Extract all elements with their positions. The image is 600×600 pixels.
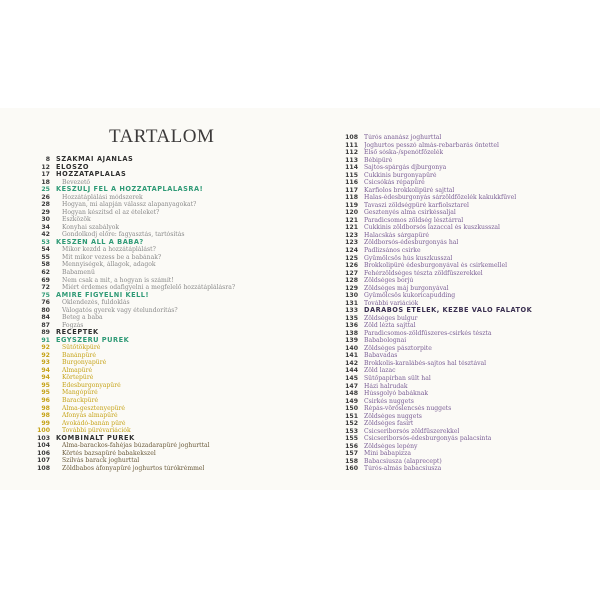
page-number: 125 (345, 254, 358, 262)
page-number: 116 (345, 179, 358, 187)
toc-entry (337, 202, 587, 210)
page-number: 114 (345, 164, 358, 172)
toc-entry (337, 390, 587, 398)
toc-entry (337, 239, 587, 247)
entry-title: Szilvás barack joghurttal (62, 457, 140, 465)
page-number: 108 (345, 134, 358, 141)
entry-title: Sütőtökpüré (62, 344, 101, 352)
entry-title: Padlizsános csirke (364, 246, 421, 254)
toc-entry (29, 382, 309, 390)
entry-title: Zöldséges borjú (364, 277, 414, 285)
toc-entry (337, 209, 587, 217)
entry-title: Első sóska-/spenótfőzelék (364, 149, 444, 157)
page-number: 123 (345, 231, 358, 239)
page-number: 141 (345, 352, 358, 360)
entry-title: Répás-vöröslencsés nuggets (364, 405, 452, 413)
entry-title: Babamenü (62, 268, 95, 276)
toc-entry (337, 337, 587, 345)
entry-title: HOZZÁTÁPLÁLÁS (56, 171, 127, 179)
page-number: 72 (41, 284, 50, 292)
toc-entry (337, 367, 587, 375)
page-number: 121 (345, 216, 358, 224)
page-number: 135 (345, 314, 358, 322)
toc-entry (29, 427, 309, 435)
toc-entry (29, 314, 309, 322)
page-number: 104 (37, 442, 50, 450)
page-number: 108 (37, 464, 50, 472)
entry-title: Burgonyapüré (62, 359, 107, 367)
entry-title: Körtés bazsapüré babakekszel (62, 449, 156, 457)
toc-entry (29, 224, 309, 232)
toc-entry (337, 450, 587, 458)
page-number: 100 (37, 427, 50, 435)
entry-title: Bevezető (62, 178, 91, 186)
entry-title: További variációk (364, 299, 419, 307)
page-number: 117 (345, 186, 358, 194)
entry-title: Alma-gesztenyepüré (62, 404, 126, 412)
toc-entry (337, 164, 587, 172)
entry-title: Öklendezés, fuldoklás (62, 299, 130, 307)
page-number: 111 (345, 141, 358, 149)
toc-entry (337, 322, 587, 330)
entry-title: Zöldséges pásztorpite (364, 344, 432, 352)
entry-title: AMIRE FIGYELNI KELL! (56, 291, 149, 299)
entry-title: Paradicsomos zöldség lésztárral (364, 216, 464, 224)
toc-entry (337, 179, 587, 187)
entry-title: Zöldborsós-édesburgonyás hal (364, 239, 459, 247)
toc-entry (337, 172, 587, 180)
page-number: 131 (345, 299, 358, 307)
entry-title: Mit mikor vezess be a babának? (62, 253, 162, 261)
entry-title: Gyümölcsös hús kuszkusszal (364, 254, 453, 262)
page-number: 99 (41, 419, 50, 427)
page-number: 138 (345, 329, 358, 337)
page-number: 126 (345, 262, 358, 270)
page-number: 28 (41, 201, 50, 209)
page-number: 12 (41, 163, 50, 171)
entry-title: Konyhai szabályok (62, 223, 120, 231)
page-number: 124 (345, 246, 358, 254)
toc-entry (29, 179, 309, 187)
page-number: 156 (345, 442, 358, 450)
page-number: 142 (345, 359, 358, 367)
toc-entry (29, 442, 309, 450)
page-number: 148 (345, 390, 358, 398)
entry-title: Zöldséges fasírt (364, 420, 414, 428)
entry-title: Zöldséges lepény (364, 442, 418, 450)
page-number: 107 (37, 457, 50, 465)
toc-entry (337, 157, 587, 165)
page-number: 150 (345, 405, 358, 413)
toc-entry (337, 134, 587, 142)
toc-entry (337, 435, 587, 443)
entry-title: DARABOS ÉTELEK, KÉZBE VALÓ FALATOK (364, 307, 533, 315)
toc-entry (29, 337, 309, 345)
entry-title: Hússgolyó babáknak (364, 390, 429, 398)
toc-entry (29, 344, 309, 352)
page-number: 103 (37, 434, 50, 442)
entry-title: Miért érdemes odafigyelni a megfelelő hozzátáplálásra? (62, 284, 236, 292)
toc-entry (29, 374, 309, 382)
toc-entry (337, 405, 587, 413)
toc-entry (337, 277, 587, 285)
entry-title: Házi halrudak (364, 382, 408, 390)
entry-title: Bébipüré (364, 156, 393, 164)
toc-entry (337, 285, 587, 293)
page-number: 30 (41, 216, 50, 224)
page-number: 144 (345, 367, 358, 375)
toc-entry (337, 262, 587, 270)
page-number: 158 (345, 457, 358, 465)
toc-entry (29, 164, 309, 172)
toc-entry (29, 367, 309, 375)
toc-entry (337, 330, 587, 338)
toc-entry (29, 156, 309, 164)
toc-entry (337, 217, 587, 225)
toc-entry (29, 269, 309, 277)
page-number: 127 (345, 269, 358, 277)
entry-title: Túrós ananász joghurttal (364, 134, 442, 141)
entry-title: Tavaszi zöldségpüré karfiolsztarel (364, 201, 469, 209)
toc-entry (337, 420, 587, 428)
entry-title: Áfonyás almapüré (62, 412, 118, 420)
toc-entry (29, 307, 309, 315)
page-number: 147 (345, 382, 358, 390)
toc-entry (29, 277, 309, 285)
entry-title: Mikor kezdd a hozzátáplálást? (62, 246, 156, 254)
entry-title: Csirkés nuggets (364, 397, 414, 405)
toc-entry (29, 397, 309, 405)
toc-entry (29, 209, 309, 217)
entry-title: Fehérzöldséges tészta zöldfűszerekkel (364, 269, 483, 277)
page-number: 93 (41, 359, 50, 367)
toc-entry (29, 329, 309, 337)
page-number: 120 (345, 209, 358, 217)
toc-entry (337, 360, 587, 368)
entry-title: Halas-édesburgonyás sárzöldfőzelék kakukkfűvel (364, 194, 517, 202)
entry-title: Beteg a baba (62, 314, 103, 322)
page-number: 91 (41, 336, 50, 344)
entry-title: KÉSZÜLJ FEL A HOZZÁTÁPLÁLÁSRA! (56, 186, 204, 194)
entry-title: Sajtos-spárgás djburgonya (364, 164, 447, 172)
toc-entry (29, 389, 309, 397)
page-number: 76 (41, 299, 50, 307)
entry-title: Paradicsomos-zöldfűszeres-csirkés tészta (364, 329, 492, 337)
entry-title: RECEPTEK (56, 329, 99, 337)
page-number: 94 (41, 366, 50, 374)
toc-entry (29, 405, 309, 413)
entry-title: Halacskás sárgapüré (364, 231, 430, 239)
entry-title: Hozzátáplálási módszerek (62, 193, 143, 201)
entry-title: Brokkolipüré édesburgonyával és csirkemellel (364, 262, 508, 270)
toc-entry (29, 239, 309, 247)
page-number: 53 (41, 238, 50, 246)
toc-entry (337, 465, 587, 473)
entry-title: Mini babapizza (364, 450, 411, 458)
page-title: TARTALOM (109, 126, 215, 147)
entry-title: Hogyan, mi alapján válassz alapanyagokat? (62, 201, 197, 209)
page-number: 42 (41, 231, 50, 239)
page-number: 119 (345, 201, 358, 209)
toc-left-column (29, 156, 309, 472)
page-number: 92 (41, 344, 50, 352)
toc-entry (29, 359, 309, 367)
entry-title: Alma-barackos-fahéjas búzadarapüré joghurttal (62, 442, 210, 450)
entry-title: Csicseriborsós-édesburgonyás palacsinta (364, 435, 492, 443)
page-number: 129 (345, 284, 358, 292)
entry-title: KOMBINÁLT PÜRÉK (56, 434, 135, 442)
entry-title: Túrós-almás babacsiusza (364, 465, 442, 473)
entry-title: Gondolkodj előre: fagyasztás, tartósítás (62, 231, 185, 239)
page-number: 149 (345, 397, 358, 405)
toc-entry (29, 465, 309, 473)
entry-title: Fogzás (62, 321, 84, 329)
page-number: 123 (345, 239, 358, 247)
page-number: 155 (345, 435, 358, 443)
entry-title: Csicseriborsós zöldfűszerekkel (364, 427, 460, 435)
entry-title: Bababolognai (364, 337, 407, 345)
entry-title: Almapüré (62, 366, 93, 374)
page-number: 98 (41, 404, 50, 412)
entry-title: Mennyiségek, állagok, adagok (62, 261, 156, 269)
toc-entry (337, 352, 587, 360)
page-number: 106 (37, 449, 50, 457)
toc-entry (337, 149, 587, 157)
toc-entry (29, 261, 309, 269)
toc-entry (337, 428, 587, 436)
toc-entry (29, 412, 309, 420)
toc-entry (337, 383, 587, 391)
page-number: 55 (41, 253, 50, 261)
toc-entry (29, 352, 309, 360)
entry-title: Zöld lézta sajttal (364, 322, 416, 330)
page-number: 58 (41, 261, 50, 269)
entry-title: Csicsókás répapüré (364, 179, 425, 187)
entry-title: Avokádó-banán püré (62, 419, 126, 427)
toc-entry (29, 254, 309, 262)
page-number: 18 (41, 178, 50, 186)
toc-entry (29, 246, 309, 254)
toc-entry (337, 247, 587, 255)
page-number: 136 (345, 322, 358, 330)
entry-title: Babavadas (364, 352, 398, 360)
toc-entry (337, 398, 587, 406)
toc-entry (337, 375, 587, 383)
entry-title: KÉSZEN ÁLL A BABA? (56, 238, 144, 246)
page-number: 151 (345, 412, 358, 420)
toc-entry (337, 224, 587, 232)
toc-entry (29, 231, 309, 239)
page-number: 98 (41, 412, 50, 420)
toc-entry (29, 457, 309, 465)
entry-title: Karfiolos brokkolipüré sajttal (364, 186, 455, 194)
page-number: 89 (41, 329, 50, 337)
page-number: 153 (345, 427, 358, 435)
toc-entry (337, 142, 587, 150)
toc-entry (337, 458, 587, 466)
toc-entry (29, 420, 309, 428)
entry-title: Brokkolis-karalábés-sajtos hal tésztával (364, 359, 487, 367)
page-number: 113 (345, 156, 358, 164)
entry-title: További pürévariációk (62, 427, 131, 435)
page-number: 139 (345, 337, 358, 345)
entry-title: Körtepüré (62, 374, 94, 382)
toc-entry (29, 435, 309, 443)
page-number: 121 (345, 224, 358, 232)
toc-entry (337, 315, 587, 323)
page-number: 87 (41, 321, 50, 329)
toc-entry (29, 201, 309, 209)
page-number: 95 (41, 389, 50, 397)
page-number: 145 (345, 375, 358, 382)
page-number: 69 (41, 276, 50, 284)
entry-title: Joghurtos pesszó almás-rebarbarás öntettel (364, 141, 499, 149)
page-number: 17 (41, 171, 50, 179)
toc-entry (29, 186, 309, 194)
page-number: 26 (41, 193, 50, 201)
toc-entry (337, 187, 587, 195)
toc-entry (337, 270, 587, 278)
toc-entry (29, 216, 309, 224)
entry-title: Banánpüré (62, 351, 96, 359)
toc-entry (337, 292, 587, 300)
toc-entry (337, 300, 587, 308)
page-number: 94 (41, 374, 50, 382)
page-number: 115 (345, 171, 358, 179)
toc-entry (337, 194, 587, 202)
toc-entry (29, 194, 309, 202)
page-number: 29 (41, 208, 50, 216)
page-number: 34 (41, 223, 50, 231)
toc-entry (29, 322, 309, 330)
toc-entry (337, 255, 587, 263)
page-number: 133 (345, 307, 358, 315)
entry-title: Zöld lazac (364, 367, 396, 375)
toc-entry (337, 345, 587, 353)
entry-title: Zöldséges bulgur (364, 314, 418, 322)
toc-entry (337, 232, 587, 240)
page-number: 96 (41, 397, 50, 404)
page-number: 25 (41, 186, 50, 194)
entry-title: Gyümölcsös kukoricapudding (364, 292, 456, 300)
page-number: 112 (345, 149, 358, 157)
page-number: 130 (345, 292, 358, 300)
page-number: 62 (41, 268, 50, 276)
toc-right-column (337, 134, 587, 473)
entry-title: Zöldséges nuggets (364, 412, 422, 420)
page-number: 140 (345, 344, 358, 352)
toc-entry (29, 284, 309, 292)
page-number: 92 (41, 351, 50, 359)
page-number: 152 (345, 420, 358, 428)
entry-title: Zöldbabos áfonyapüré joghurtos túrókrémmel (62, 464, 205, 472)
toc-entry (29, 171, 309, 179)
toc-entry (337, 413, 587, 421)
entry-title: Zöldséges máj burgonyával (364, 284, 449, 292)
page-number: 160 (345, 465, 358, 473)
page-number: 157 (345, 450, 358, 458)
toc-entry (29, 299, 309, 307)
page-number: 84 (41, 314, 50, 322)
toc-entry (337, 443, 587, 451)
toc-entry (29, 292, 309, 300)
page-number: 128 (345, 277, 358, 285)
entry-title: Cukkinis zöldborsós lazaccal és kuszkusszal (364, 224, 500, 232)
entry-title: Sütőpapírban sült hal (364, 375, 431, 382)
entry-title: Nem csak a mit, a hogyan is számít! (62, 276, 174, 284)
entry-title: Válogatós gyerek vagy ételundorítás? (62, 306, 178, 314)
page-number: 80 (41, 306, 50, 314)
page-number: 118 (345, 194, 358, 202)
page-number: 95 (41, 381, 50, 389)
entry-title: Édesburgonyapüré (62, 381, 121, 389)
toc-entry (29, 450, 309, 458)
page-number: 8 (45, 156, 50, 163)
entry-title: Barackpüré (62, 397, 99, 404)
entry-title: Gesztenyés alma csirkéssaljal (364, 209, 456, 217)
entry-title: Eszközök (62, 216, 91, 224)
entry-title: Mangópüré (62, 389, 98, 397)
toc-entry (337, 307, 587, 315)
entry-title: SZAKMAI AJÁNLÁS (56, 156, 134, 163)
entry-title: Cukkinis burgonyapüré (364, 171, 437, 179)
entry-title: ELŐSZÓ (56, 163, 90, 171)
entry-title: Babacsiusza (alaprecept) (364, 457, 442, 465)
entry-title: Hogyan készítsd el az ételeket? (62, 208, 160, 216)
entry-title: EGYSZERŰ PÜRÉK (56, 336, 130, 344)
page-number: 54 (41, 246, 50, 254)
page-number: 75 (41, 291, 50, 299)
